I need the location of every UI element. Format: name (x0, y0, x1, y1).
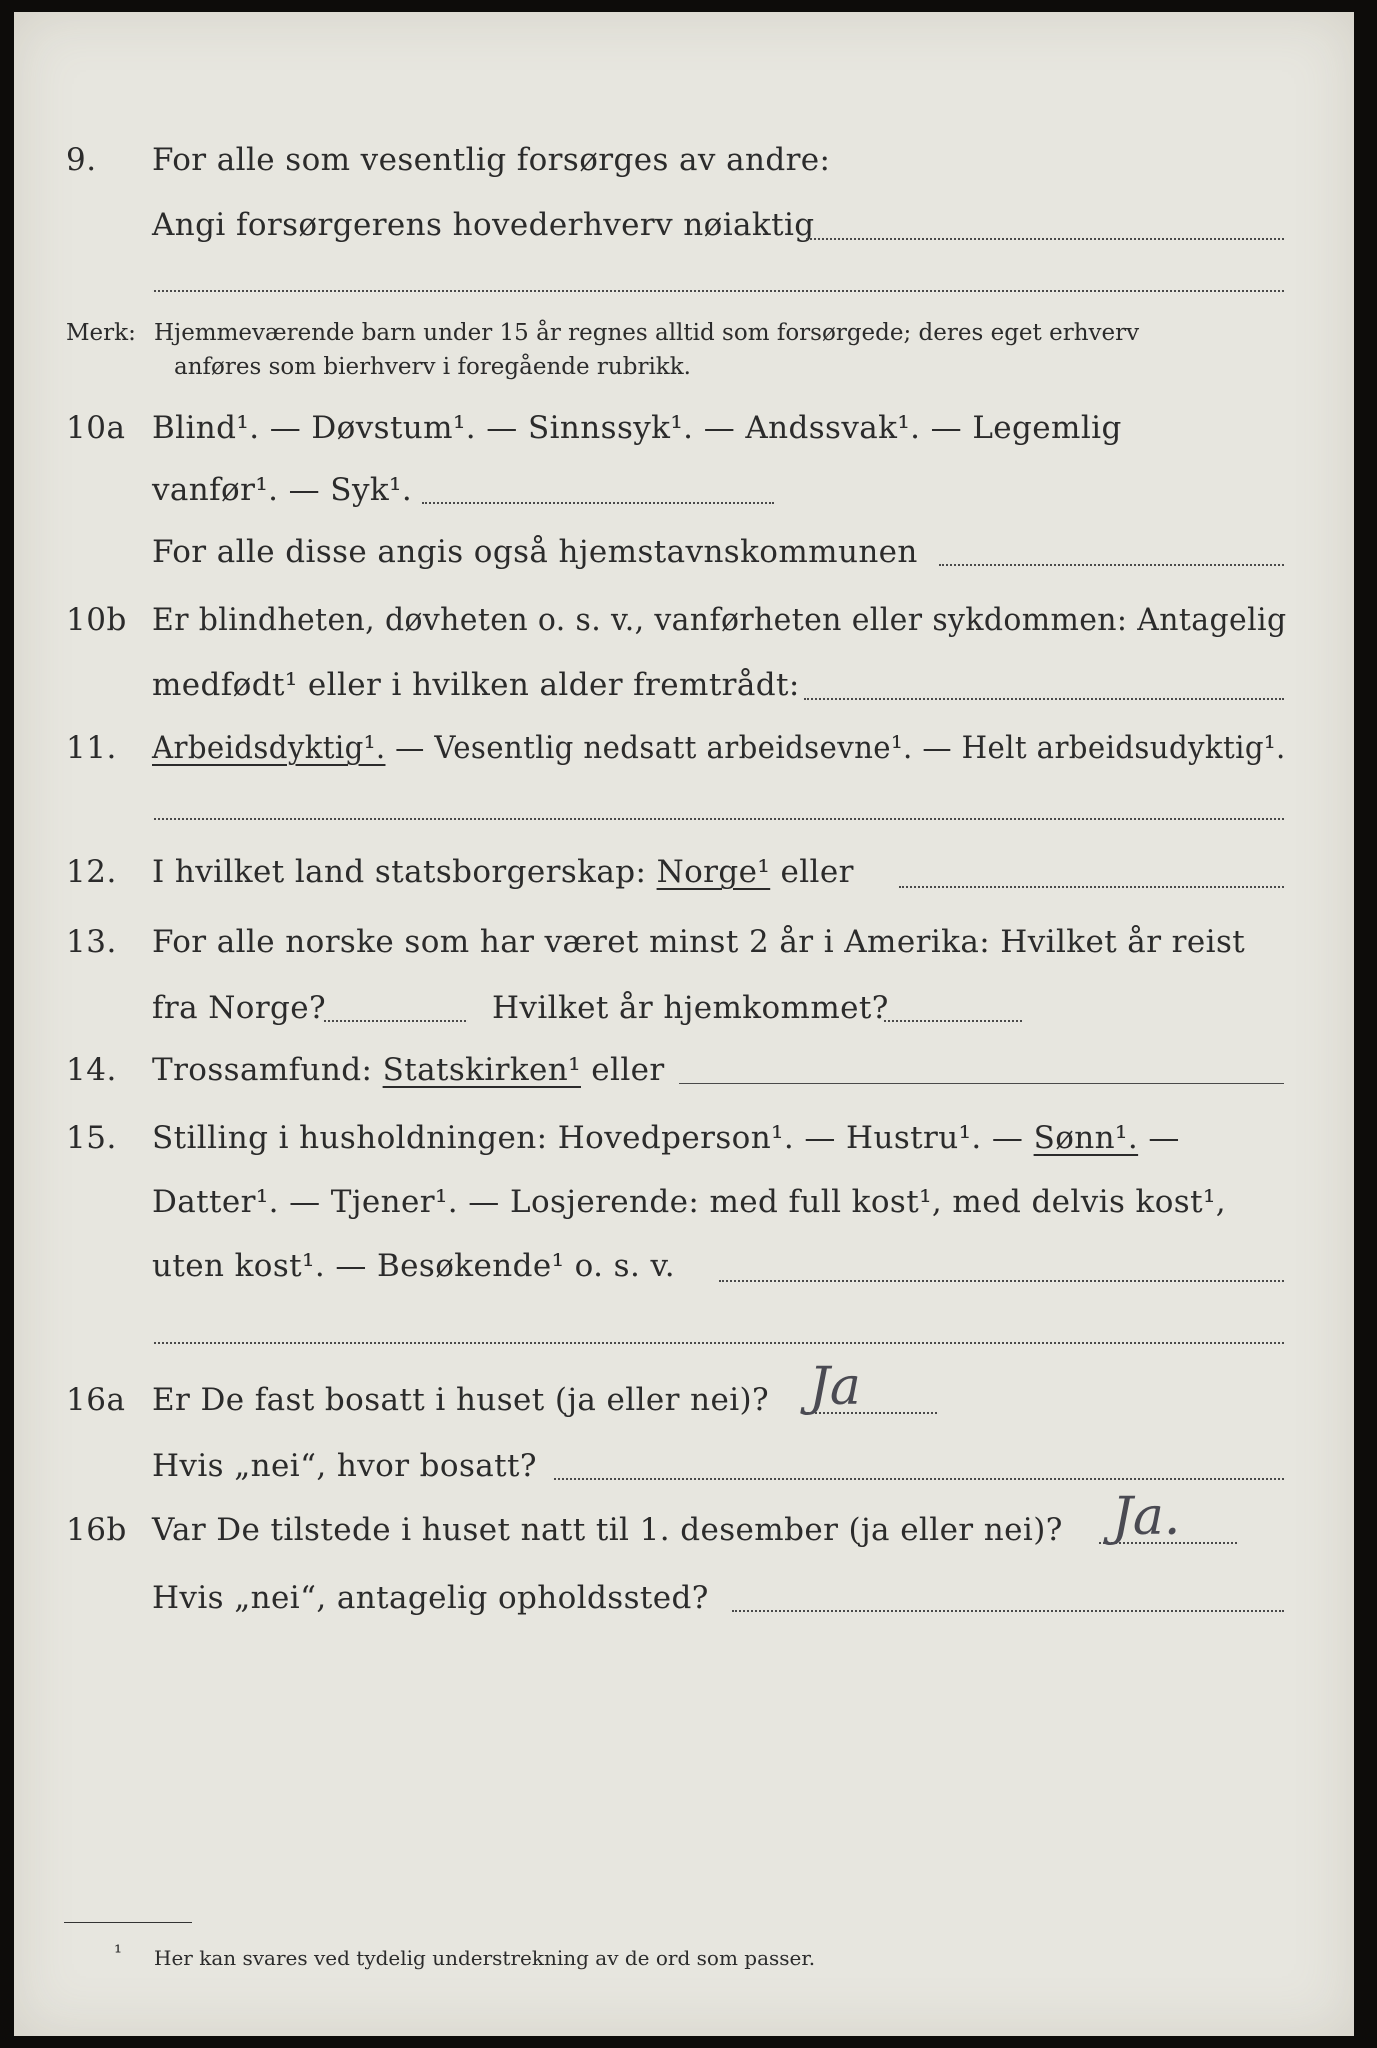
q14-number: 14. (66, 1052, 117, 1088)
q12-option-norge-underlined[interactable]: Norge¹ (656, 854, 771, 890)
q11-answer-line[interactable] (154, 818, 1284, 820)
q11-number: 11. (66, 730, 117, 766)
q9-answer-line-1[interactable] (806, 238, 1284, 240)
q13-reist-answer-line[interactable] (324, 1020, 466, 1022)
q11-line (152, 730, 1286, 766)
q16b-number: 16b (66, 1512, 127, 1548)
census-form-page (14, 12, 1354, 2036)
q16b-line2: Hvis „nei“, antagelig opholdssted? (152, 1580, 709, 1616)
q10b-line2: medfødt¹ eller i hvilken alder fremtrådt: (152, 667, 800, 703)
q9-number: 9. (66, 142, 97, 178)
footnote-mark: ¹ (114, 1940, 123, 1964)
q12-suffix: eller (770, 854, 854, 890)
q16b-line1: Var De tilstede i huset natt til 1. desember (ja eller nei)? (152, 1512, 1063, 1548)
q13-line1: For alle norske som har været minst 2 år i Amerika: Hvilket år reist (152, 924, 1246, 960)
footnote-text: Her kan svares ved tydelig understrekning av de ord som passer. (154, 1946, 816, 1970)
q13-line2b: Hvilket år hjemkommet? (492, 990, 889, 1026)
q16b-handwritten-answer[interactable]: Ja. (1112, 1487, 1181, 1547)
q13-line2a: fra Norge? (152, 990, 327, 1026)
footnote-rule (64, 1922, 192, 1923)
q16b-opholdssted-answer-line[interactable] (732, 1610, 1284, 1612)
q12-answer-line[interactable] (899, 886, 1284, 888)
q12-line (152, 854, 854, 890)
q15-answer-line-1[interactable] (719, 1280, 1284, 1282)
q14-answer-line[interactable] (679, 1083, 1284, 1084)
q15-number: 15. (66, 1120, 117, 1156)
q10a-number: 10a (66, 410, 126, 446)
q10a-answer-line[interactable] (422, 502, 774, 504)
merk-line2: anføres som bierhverv i foregående rubrikk. (174, 354, 691, 380)
merk-line1: Hjemmeværende barn under 15 år regnes alltid som forsørgede; deres eget erhverv (154, 320, 1140, 346)
q15-line1-suffix: — (1138, 1120, 1180, 1156)
q16a-line1: Er De fast bosatt i huset (ja eller nei)? (152, 1382, 770, 1418)
q14-prefix: Trossamfund: (152, 1052, 383, 1088)
q10a-hjemstavn-answer-line[interactable] (939, 564, 1284, 566)
q11-option-arbeidsdyktig-underlined[interactable]: Arbeidsdyktig¹. (152, 730, 386, 766)
q14-line (152, 1052, 665, 1088)
q15-line2: Datter¹. — Tjener¹. — Losjerende: med full kost¹, med delvis kost¹, (152, 1184, 1227, 1220)
q10a-line1: Blind¹. — Døvstum¹. — Sinnssyk¹. — Andssvak¹. — Legemlig (152, 410, 1122, 446)
q10b-line1: Er blindheten, døvheten o. s. v., vanførheten eller sykdommen: Antagelig (152, 602, 1287, 638)
q15-line1-prefix: Stilling i husholdningen: Hovedperson¹. — Hustru¹. — (152, 1120, 1034, 1156)
q16a-number: 16a (66, 1382, 126, 1418)
q16a-line2: Hvis „nei“, hvor bosatt? (152, 1448, 537, 1484)
q9-answer-line-2[interactable] (154, 290, 1284, 292)
q16a-handwritten-answer[interactable]: Ja (809, 1357, 861, 1417)
q14-option-statskirken-underlined[interactable]: Statskirken¹ (382, 1052, 581, 1088)
q9-line1: For alle som vesentlig forsørges av andre: (152, 142, 831, 178)
q10b-number: 10b (66, 602, 127, 638)
q11-options-rest: — Vesentlig nedsatt arbeidsevne¹. — Helt arbeidsudyktig¹. (385, 730, 1286, 766)
q15-answer-line-2[interactable] (154, 1342, 1284, 1344)
merk-label: Merk: (66, 320, 136, 346)
q10a-line3: For alle disse angis også hjemstavnskommunen (152, 534, 918, 570)
q13-number: 13. (66, 924, 117, 960)
q9-line2: Angi forsørgerens hovederhverv nøiaktig (152, 207, 815, 243)
q15-line1 (152, 1120, 1180, 1156)
q10b-answer-line[interactable] (804, 698, 1284, 700)
q14-suffix: eller (581, 1052, 665, 1088)
q16a-bosatt-answer-line[interactable] (554, 1478, 1284, 1480)
q13-hjemkommet-answer-line[interactable] (884, 1020, 1022, 1022)
q12-prefix: I hvilket land statsborgerskap: (152, 854, 657, 890)
q12-number: 12. (66, 854, 117, 890)
q15-line3: uten kost¹. — Besøkende¹ o. s. v. (152, 1248, 675, 1284)
q10a-line2: vanfør¹. — Syk¹. (152, 472, 413, 508)
q15-option-sonn-underlined[interactable]: Sønn¹. (1033, 1120, 1139, 1156)
